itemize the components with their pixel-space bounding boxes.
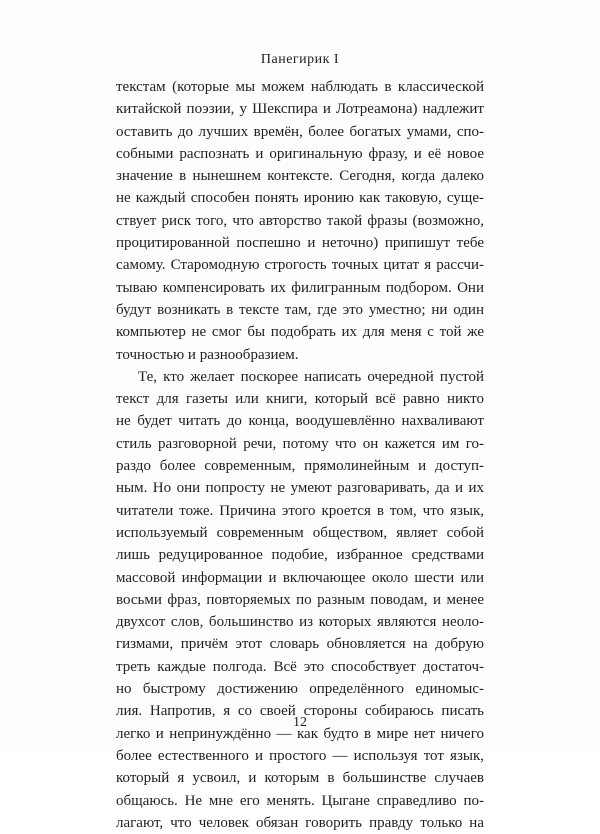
text-line: легко и непринуждённо — как будто в мире нет ничего <box>116 725 484 742</box>
text-line: треть каждые полгода. Всё это способствует достаточ- <box>116 658 484 675</box>
text-line: восьми фраз, повторяемых по разным поводам, и менее <box>116 591 484 608</box>
text-line: массовой информации и включающее около шести или <box>116 569 484 586</box>
text-line: более естественного и простого — используя тот язык, <box>116 747 484 764</box>
text-line: ствует риск того, что авторство такой фразы (возможно, <box>116 212 484 229</box>
text-line: общаюсь. Не мне его менять. Цыгане справедливо по- <box>116 792 484 809</box>
text-line: текст для газеты или книги, который всё равно никто <box>116 391 484 408</box>
text-line: не будет читать до конца, воодушевлённо нахваливают <box>116 413 484 430</box>
running-head: Панегирик I <box>260 52 340 67</box>
text-line: процитированной поспешно и неточно) припишут тебе <box>116 235 484 252</box>
page-number: 12 <box>293 715 307 730</box>
text-line: самому. Старомодную строгость точных цитат я рассчи- <box>116 257 484 274</box>
text-line: ным. Но они попросту не умеют разговаривать, да и их <box>116 480 484 497</box>
text-line: стиль разговорной речи, потому что он кажется им го- <box>116 435 484 452</box>
text-line: Те, кто желает поскорее написать очередной пустой <box>138 368 484 385</box>
paragraph-1 <box>116 76 484 366</box>
text-line: лагают, что человек обязан говорить правду только на <box>116 814 484 831</box>
text-line: который я усвоил, и которым в большинстве случаев <box>116 770 484 787</box>
text-line: оставить до лучших времён, более богатых умами, спо- <box>116 123 484 140</box>
text-line: собными распознать и оригинальную фразу, и её новое <box>116 145 484 162</box>
text-line: значение в нынешнем контексте. Сегодня, когда далеко <box>116 168 484 185</box>
text-line: тываю компенсировать их филигранным подбором. Они <box>116 279 484 296</box>
text-line: но быстрому достижению определённого единомыс- <box>116 681 484 698</box>
text-line: читатели тоже. Причина этого кроется в том, что язык, <box>116 502 484 519</box>
text-line: лишь редуцированное подобие, избранное средствами <box>116 547 484 564</box>
text-line: используемый современным обществом, являет собой <box>116 524 484 541</box>
text-line: раздо более современным, прямолинейным и доступ- <box>116 458 484 475</box>
paragraph-2 <box>116 366 484 834</box>
text-line: компьютер не смог бы подобрать их для меня с той же <box>116 324 484 341</box>
text-line: лия. Напротив, я со своей стороны собираюсь писать <box>116 703 484 720</box>
text-line: будут возникать в тексте там, где это уместно; ни один <box>116 301 484 318</box>
text-line: китайской поэзии, у Шекспира и Лотреамона) надлежит <box>116 101 484 118</box>
text-line: двухсот слов, большинство из которых являются неоло- <box>116 614 484 631</box>
text-line: текстам (которые мы можем наблюдать в классической <box>116 79 484 95</box>
text-line: гизмами, причём этот словарь обновляется на добрую <box>116 636 484 653</box>
text-line: не каждый способен понять иронию как таковую, суще- <box>116 190 484 207</box>
text-line: точностью и разнообразием. <box>116 346 299 363</box>
